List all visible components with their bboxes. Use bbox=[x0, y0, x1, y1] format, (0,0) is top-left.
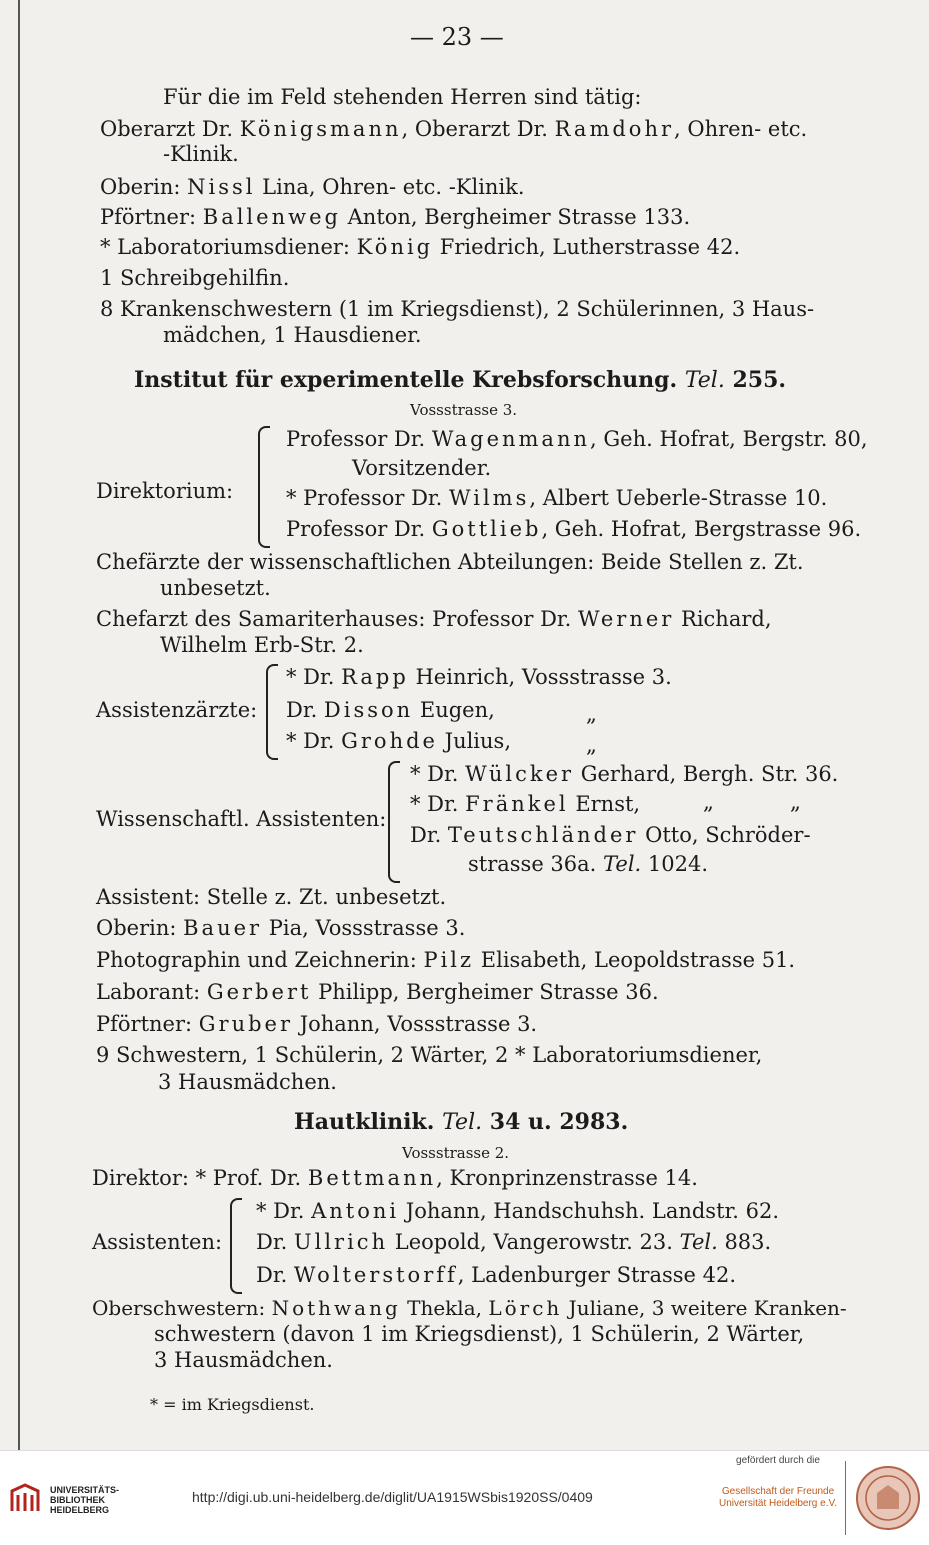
text-line: Oberin: Nissl Lina, Ohren- etc. -Klinik. bbox=[100, 175, 525, 199]
section-heading: Hautklinik. Tel. 34 u. 2983. bbox=[294, 1109, 629, 1135]
text-line: Dr. Disson Eugen, bbox=[286, 698, 495, 722]
text-line: 3 Hausmädchen. bbox=[154, 1348, 333, 1372]
text-line: Photographin und Zeichnerin: Pilz Elisabeth, Leopoldstrasse 51. bbox=[96, 948, 796, 972]
text-line: mädchen, 1 Hausdiener. bbox=[163, 323, 422, 347]
text-line: Für die im Feld stehenden Herren sind tätig: bbox=[163, 85, 642, 109]
section-heading: Institut für experimentelle Krebsforschung. Tel. 255. bbox=[134, 367, 787, 393]
group-label: Assistenzärzte: bbox=[96, 698, 258, 722]
university-seal-icon bbox=[855, 1465, 921, 1531]
text-line: Dr. Ullrich Leopold, Vangerowstr. 23. Tel. 883. bbox=[256, 1230, 772, 1254]
text-line: Dr. Wolterstorff, Ladenburger Strasse 42. bbox=[256, 1263, 737, 1287]
text-line: Pförtner: Ballenweg Anton, Bergheimer Strasse 133. bbox=[100, 205, 691, 229]
brace bbox=[388, 761, 400, 883]
text-line: * Professor Dr. Wilms, Albert Ueberle-Strasse 10. bbox=[286, 486, 828, 510]
ditto-mark: „ bbox=[703, 790, 714, 814]
library-logo-icon bbox=[8, 1481, 42, 1515]
brace bbox=[266, 664, 278, 760]
text-line: Oberarzt Dr. Königsmann, Oberarzt Dr. Ramdohr, Ohren- etc. bbox=[100, 117, 808, 141]
text-line: Professor Dr. Gottlieb, Geh. Hofrat, Bergstrasse 96. bbox=[286, 517, 862, 541]
text-line: Wilhelm Erb-Str. 2. bbox=[160, 633, 364, 657]
text-line: strasse 36a. Tel. 1024. bbox=[468, 852, 709, 876]
ditto-mark: „ bbox=[790, 790, 801, 814]
digitization-footer bbox=[0, 1450, 929, 1545]
text-line: Chefärzte der wissenschaftlichen Abteilungen: Beide Stellen z. Zt. bbox=[96, 550, 804, 574]
text-line: Direktor: * Prof. Dr. Bettmann, Kronprinzenstrasse 14. bbox=[92, 1166, 698, 1190]
address-line: Vossstrasse 2. bbox=[402, 1144, 510, 1162]
text-line: * Dr. Grohde Julius, bbox=[286, 729, 511, 753]
library-name: UNIVERSITÄTS- BIBLIOTHEK HEIDELBERG bbox=[50, 1485, 120, 1515]
text-line: 8 Krankenschwestern (1 im Kriegsdienst), 2 Schülerinnen, 3 Haus- bbox=[100, 297, 815, 321]
text-line: Assistent: Stelle z. Zt. unbesetzt. bbox=[96, 885, 447, 909]
text-line: Vorsitzender. bbox=[352, 456, 492, 480]
text-line: * Dr. Wülcker Gerhard, Bergh. Str. 36. bbox=[410, 762, 839, 786]
text-line: unbesetzt. bbox=[160, 576, 271, 600]
text-line: * Dr. Antoni Johann, Handschuhsh. Landstr. 62. bbox=[256, 1199, 780, 1223]
text-line: Pförtner: Gruber Johann, Vossstrasse 3. bbox=[96, 1012, 538, 1036]
sponsor-block: gefördert durch die Gesellschaft der Freunde Universität Heidelberg e.V. bbox=[718, 1455, 838, 1509]
brace bbox=[230, 1198, 242, 1294]
text-line: Laborant: Gerbert Philipp, Bergheimer Strasse 36. bbox=[96, 980, 659, 1004]
text-line: Chefarzt des Samariterhauses: Professor Dr. Werner Richard, bbox=[96, 607, 772, 631]
text-line: Oberschwestern: Nothwang Thekla, Lörch Juliane, 3 weitere Kranken- bbox=[92, 1296, 847, 1320]
divider bbox=[845, 1461, 846, 1535]
text-line: -Klinik. bbox=[163, 142, 239, 166]
page-number: — 23 — bbox=[410, 23, 504, 51]
scan-edge bbox=[18, 0, 20, 1450]
text-line: Oberin: Bauer Pia, Vossstrasse 3. bbox=[96, 916, 466, 940]
permalink[interactable]: http://digi.ub.uni-heidelberg.de/diglit/UA1915WSbis1920SS/0409 bbox=[192, 1489, 593, 1505]
ditto-mark: „ bbox=[586, 702, 597, 726]
text-line: Dr. Teutschländer Otto, Schröder- bbox=[410, 823, 811, 847]
brace bbox=[258, 426, 270, 548]
footnote: * = im Kriegsdienst. bbox=[150, 1395, 315, 1414]
group-label: Direktorium: bbox=[96, 479, 234, 503]
ditto-mark: „ bbox=[586, 733, 597, 757]
text-line: Professor Dr. Wagenmann, Geh. Hofrat, Bergstr. 80, bbox=[286, 427, 868, 451]
text-line: * Dr. Fränkel Ernst, bbox=[410, 792, 641, 816]
text-line: 1 Schreibgehilfin. bbox=[100, 266, 290, 290]
group-label: Wissenschaftl. Assistenten: bbox=[96, 807, 387, 831]
text-line: * Dr. Rapp Heinrich, Vossstrasse 3. bbox=[286, 665, 672, 689]
address-line: Vossstrasse 3. bbox=[410, 401, 518, 419]
text-line: * Laboratoriumsdiener: König Friedrich, Lutherstrasse 42. bbox=[100, 235, 741, 259]
group-label: Assistenten: bbox=[92, 1230, 223, 1254]
text-line: schwestern (davon 1 im Kriegsdienst), 1 Schülerin, 2 Wärter, bbox=[154, 1322, 805, 1346]
text-line: 3 Hausmädchen. bbox=[158, 1070, 337, 1094]
text-line: 9 Schwestern, 1 Schülerin, 2 Wärter, 2 * Laboratoriumsdiener, bbox=[96, 1043, 763, 1067]
